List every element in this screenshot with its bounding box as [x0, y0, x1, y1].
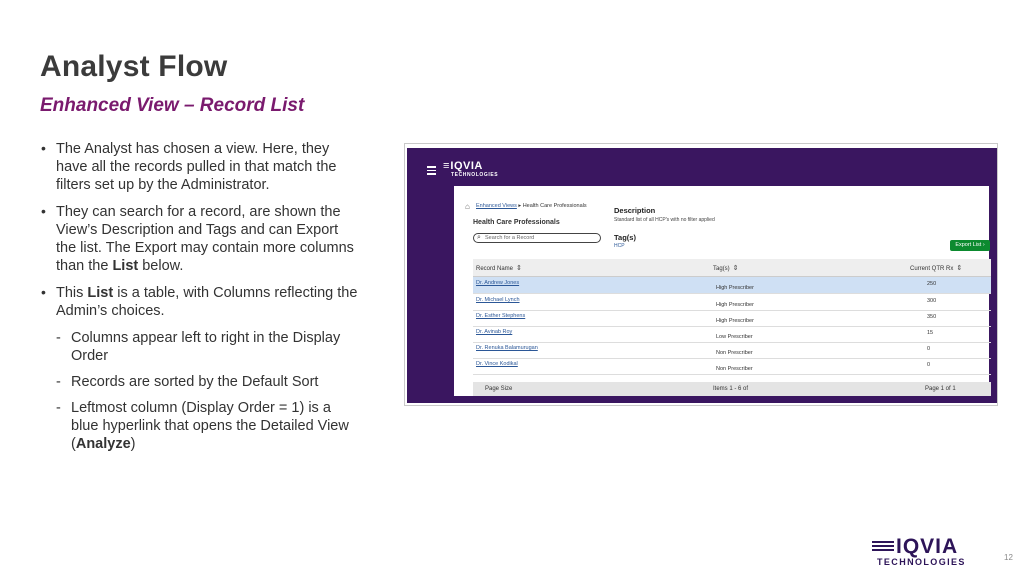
- bullet-list: [40, 140, 360, 461]
- bullet-item: [40, 203, 360, 275]
- sub-bullet-text: Leftmost column (Display Order = 1) is a blue hyperlink that opens the Detailed View (: [71, 400, 349, 452]
- items-count: Items 1 - 6 of: [713, 386, 749, 392]
- column-header-current-qtr-rx[interactable]: [910, 264, 962, 272]
- app-header: [407, 148, 997, 186]
- description-label: Description: [614, 206, 656, 215]
- sub-bullet-bold: Analyze: [75, 436, 131, 452]
- bullet-text: The Analyst has chosen a view. Here, they have all the records pulled in that match the filters set up by the Administrator.: [56, 141, 337, 193]
- sort-icon[interactable]: ⇕: [732, 265, 739, 272]
- breadcrumb-current: Health Care Professionals: [522, 203, 587, 209]
- slide-title: Analyst Flow: [40, 50, 228, 83]
- footer-logo-text: IQVIA: [896, 535, 959, 558]
- bullet-text: is a table, with Columns reflecting the Admin’s choices.: [56, 285, 358, 319]
- column-label: Tag(s): [713, 266, 730, 272]
- sub-bullet-dash: -: [56, 400, 61, 416]
- app-screenshot: [404, 143, 998, 406]
- sub-bullet-dash: -: [56, 330, 61, 346]
- page-indicator: Page 1 of 1: [925, 386, 956, 392]
- bullet-text: They can search for a record, are shown the View’s Description and Tags and can Export the list. The Export may contain more columns than the: [56, 204, 354, 274]
- record-list-panel: [457, 188, 987, 396]
- tags-value[interactable]: HCP: [614, 243, 625, 249]
- table-row[interactable]: [473, 342, 991, 359]
- column-label: Record Name: [476, 266, 514, 272]
- record-tag: Non Prescriber: [716, 350, 753, 356]
- bullet-dot: •: [41, 140, 46, 156]
- bullet-bold: List: [112, 258, 139, 274]
- record-qtr: 250: [927, 281, 937, 287]
- bullet-dot: •: [41, 284, 46, 300]
- column-header-record-name[interactable]: [476, 264, 522, 272]
- breadcrumb-separator: ▸: [518, 203, 522, 209]
- record-name-link[interactable]: Dr. Avinab Roy: [476, 329, 513, 335]
- record-name-link[interactable]: Dr. Renuka Balamurugan: [476, 345, 538, 351]
- record-name-link[interactable]: Dr. Esther Stephens: [476, 313, 526, 319]
- column-label: Current QTR Rx: [910, 266, 954, 272]
- record-tag: Non Prescriber: [716, 366, 753, 372]
- search-icon: ⌕: [477, 234, 481, 241]
- record-tag: Low Prescriber: [716, 334, 753, 340]
- bullet-dot: •: [41, 203, 46, 219]
- sub-bullet-text: Columns appear left to right in the Display Order: [71, 330, 341, 364]
- footer-logo-sub: TECHNOLOGIES: [877, 557, 966, 567]
- logo-lines-icon: [872, 541, 894, 553]
- sub-bullet-dash: -: [56, 374, 61, 390]
- table-pager: [473, 382, 991, 396]
- app-logo: [443, 160, 498, 178]
- breadcrumb: [476, 203, 587, 209]
- app-bottom-edge: [407, 396, 997, 403]
- bullet-bold: List: [87, 285, 114, 301]
- sub-bullet-item: [40, 329, 360, 365]
- record-name-link[interactable]: Dr. Vince Kodikal: [476, 361, 518, 367]
- app-logo-text: IQVIA: [450, 160, 483, 172]
- search-input[interactable]: [473, 233, 601, 243]
- record-name-link[interactable]: Dr. Michael Lynch: [476, 297, 520, 303]
- hamburger-menu-icon[interactable]: [427, 166, 436, 177]
- record-qtr: 0: [927, 362, 931, 368]
- page-size-label[interactable]: Page Size: [485, 386, 513, 392]
- record-qtr: 0: [927, 346, 931, 352]
- bullet-text: below.: [138, 258, 184, 274]
- record-qtr: 350: [927, 314, 937, 320]
- bullet-text: This: [56, 285, 88, 301]
- column-header-tags[interactable]: [713, 264, 739, 272]
- record-name-link[interactable]: Dr. Andrew Jones: [476, 280, 520, 286]
- sub-bullet-text: Records are sorted by the Default Sort: [71, 374, 319, 390]
- sort-icon[interactable]: ⇕: [516, 265, 522, 272]
- bullet-item: [40, 140, 360, 194]
- bullet-item: [40, 284, 360, 320]
- record-tag: High Prescriber: [716, 302, 754, 308]
- logo-lines-icon: ≡: [443, 160, 449, 172]
- footer-logo: [872, 537, 966, 567]
- sub-bullet-text: ): [130, 436, 136, 452]
- table-row[interactable]: [473, 294, 991, 311]
- record-tag: High Prescriber: [716, 318, 754, 324]
- table-row[interactable]: [473, 326, 991, 343]
- export-list-button[interactable]: [950, 240, 990, 251]
- record-tag: High Prescriber: [716, 285, 754, 291]
- tags-label: Tag(s): [614, 233, 636, 242]
- home-icon[interactable]: ⌂: [465, 202, 470, 211]
- list-title: Health Care Professionals: [473, 219, 560, 226]
- table-header: [473, 259, 991, 277]
- description-text: Standard list of all HCP's with no filter applied: [614, 217, 715, 223]
- table-row[interactable]: [473, 310, 991, 327]
- sub-bullet-item: [40, 373, 360, 391]
- sort-icon[interactable]: ⇕: [956, 265, 963, 272]
- record-qtr: 300: [927, 298, 937, 304]
- breadcrumb-link[interactable]: Enhanced Views: [476, 203, 517, 209]
- app-sidebar: [407, 186, 454, 402]
- app-logo-sub: TECHNOLOGIES: [451, 172, 499, 178]
- record-qtr: 15: [927, 330, 934, 336]
- search-placeholder: Search for a Record: [485, 235, 535, 241]
- table-row[interactable]: [473, 277, 991, 294]
- chevron-right-icon: ›: [982, 242, 985, 248]
- slide-subtitle: Enhanced View – Record List: [40, 95, 305, 116]
- sub-bullet-item: [40, 399, 360, 453]
- table-row[interactable]: [473, 358, 991, 375]
- export-list-label: Export List: [955, 242, 982, 248]
- page-number: 12: [1004, 553, 1013, 562]
